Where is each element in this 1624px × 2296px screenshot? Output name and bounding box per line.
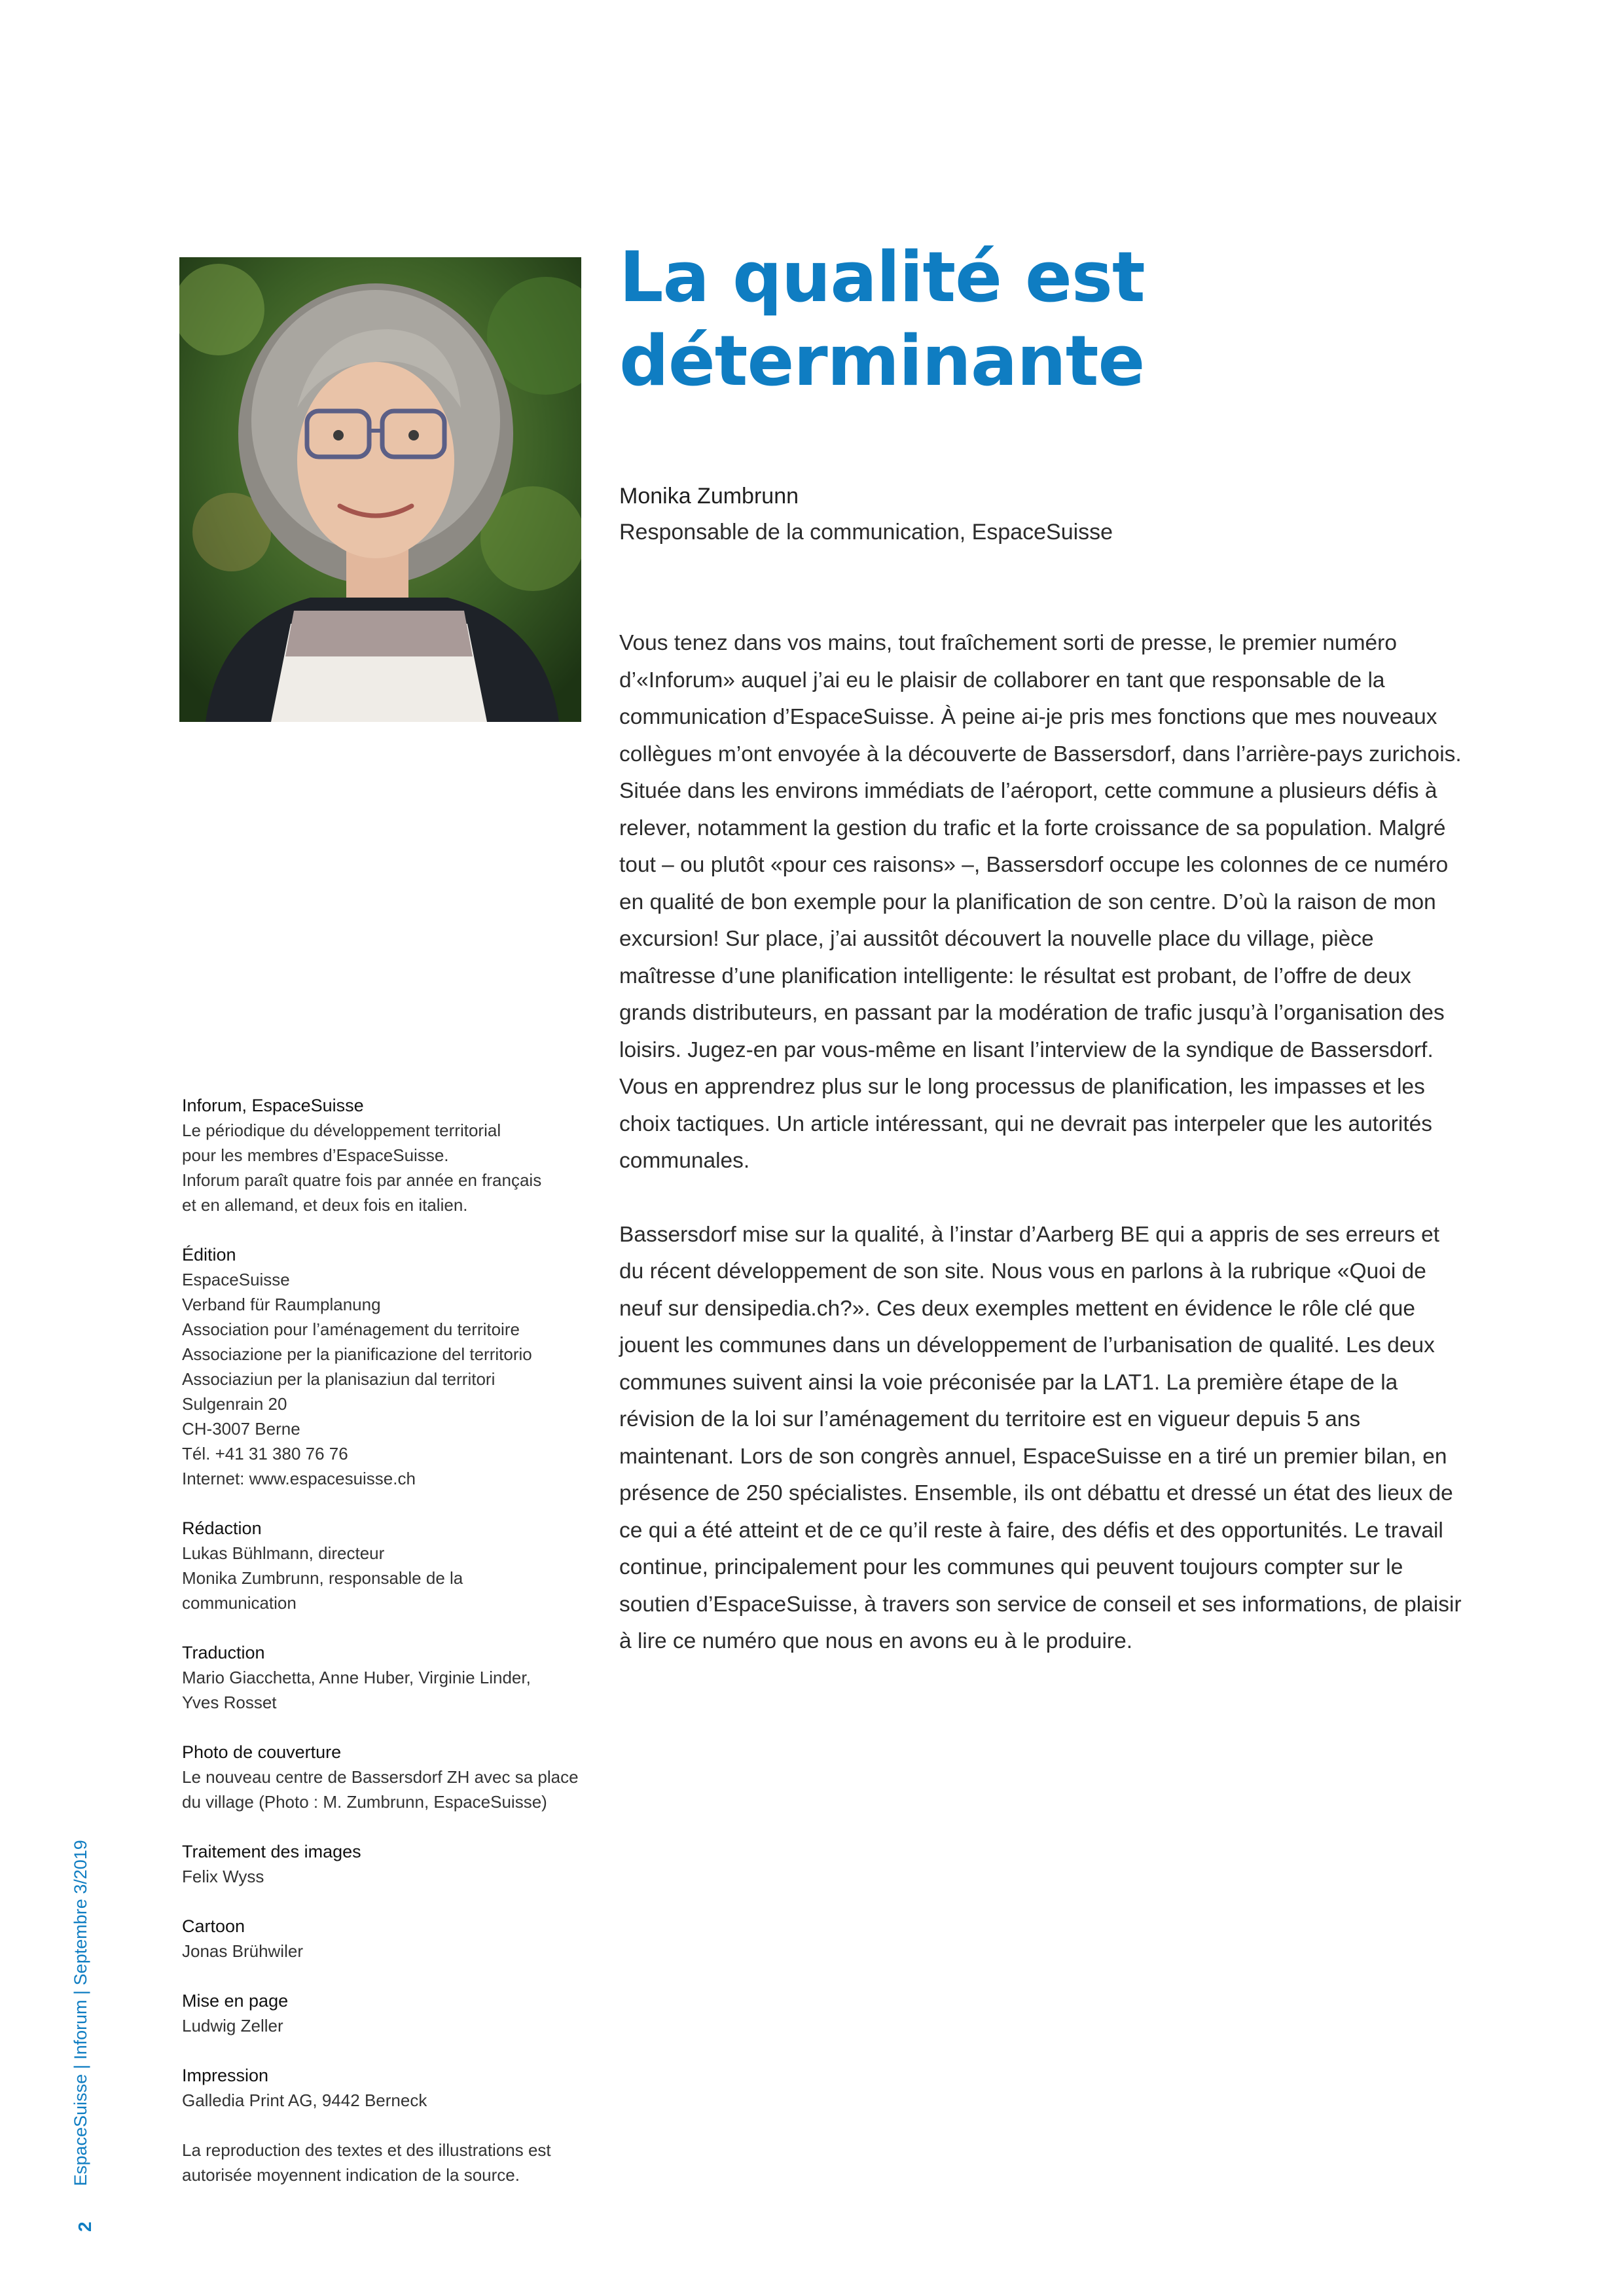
imprint-section-title: Photo de couverture <box>182 1742 342 1762</box>
imprint-line: Association pour l’aménagement du territoire <box>182 1319 520 1339</box>
imprint-section-edition <box>182 1242 588 1491</box>
imprint-section-title: Impression <box>182 2066 269 2085</box>
body-paragraph: Vous tenez dans vos mains, tout fraîchement sorti de presse, le premier numéro d’«Inforum» auquel j’ai eu le plaisir de collaborer en tant que responsable de la communication d’EspaceSuisse. À peine ai-je pris mes fonctions que mes nouveaux collègues m’ont envoyée à la découverte de Bassersdorf, dans l’arrière-pays zurichois. Située dans les environs immédiats de l’aéroport, cette commune a plusieurs défis à relever, notamment la gestion du trafic et la forte croissance de sa population. Malgré tout – ou plutôt «pour ces raisons» –, Bassersdorf occupe les colonnes de ce numéro en qualité de bon exemple pour la planification de son centre. D’où la raison de mon excursion! Sur place, j’ai aussitôt découvert la nouvelle place du village, pièce maîtresse d’une planification intelligente: le résultat est probant, de l’offre de deux grands distributeurs, en passant par la modération de trafic jusqu’à l’organisation des loisirs. Jugez-en par vous-même en lisant l’interview de la syndique de Bassersdorf. Vous en apprendrez plus sur le long processus de planification, les impasses et les choix tactiques. Un article intéressant, qui ne devrait pas interpeler que les autorités communales. <box>619 631 1462 1173</box>
article-title-line-2: déterminante <box>619 321 1145 401</box>
imprint-section-printing <box>182 2063 588 2113</box>
imprint-line: Lukas Bühlmann, directeur <box>182 1543 385 1563</box>
imprint-line: Galledia Print AG, 9442 Berneck <box>182 2090 427 2110</box>
body-paragraph: Bassersdorf mise sur la qualité, à l’instar d’Aarberg BE qui a appris de ses erreurs et du récent développement de son site. Nous vous en parlons à la rubrique «Quoi de neuf sur densipedia.ch?». Ces deux exemples mettent en évidence le rôle clé que jouent les communes dans un développement de l’urbanisation de qualité. Les deux communes suivent ainsi la voie préconisée par la LAT1. La première étape de la révision de la loi sur l’aménagement du territoire est en vigueur depuis 5 ans maintenant. Lors de son congrès annuel, EspaceSuisse en a tiré un premier bilan, en présence de 250 spécialistes. Ensemble, ils ont débattu et dressé un état des lieux de ce qui a été atteint et de ce qu’il reste à faire, des défis et des opportunités. Le travail continue, principalement pour les communes qui peuvent toujours compter sur le soutien d’EspaceSuisse, à travers son service de conseil et ses informations, de plaisir à lire ce numéro que nous en avons eu à le produire. <box>619 1222 1462 1653</box>
imprint-line: Inforum paraît quatre fois par année en français <box>182 1170 542 1190</box>
imprint-line: Ludwig Zeller <box>182 2016 283 2036</box>
imprint-section-cover-photo <box>182 1740 588 1814</box>
imprint-section-cartoon <box>182 1914 588 1964</box>
author-portrait-photo <box>179 257 581 722</box>
imprint-line: Jonas Brühwiler <box>182 1941 303 1961</box>
imprint-column <box>182 1093 588 2212</box>
imprint-line: Sulgenrain 20 <box>182 1394 287 1414</box>
imprint-line: Yves Rosset <box>182 1693 277 1712</box>
publication-side-label: EspaceSuisse | Inforum | Septembre 3/2019 <box>71 1840 90 2186</box>
imprint-section-image-processing <box>182 1839 588 1889</box>
imprint-section-traduction <box>182 1640 588 1715</box>
imprint-line: Monika Zumbrunn, responsable de la <box>182 1568 463 1588</box>
imprint-section-title: Traduction <box>182 1643 265 1662</box>
imprint-line: Associaziun per la planisaziun dal territori <box>182 1369 496 1389</box>
imprint-section-inforum <box>182 1093 588 1217</box>
imprint-line: La reproduction des textes et des illustrations est <box>182 2140 551 2160</box>
imprint-section-title: Rédaction <box>182 1518 262 1538</box>
author-block <box>619 480 1470 552</box>
imprint-line: Le nouveau centre de Bassersdorf ZH avec sa place <box>182 1767 579 1787</box>
imprint-section-title: Édition <box>182 1245 236 1265</box>
imprint-line: Felix Wyss <box>182 1867 264 1886</box>
imprint-line: et en allemand, et deux fois en italien. <box>182 1195 468 1215</box>
article-body <box>619 625 1464 1697</box>
imprint-section-reproduction <box>182 2138 588 2187</box>
imprint-section-redaction <box>182 1516 588 1615</box>
author-role: Responsable de la communication, EspaceSuisse <box>619 520 1113 545</box>
imprint-section-layout <box>182 1988 588 2038</box>
imprint-line: Associazione per la pianificazione del territorio <box>182 1344 532 1364</box>
imprint-line: pour les membres d’EspaceSuisse. <box>182 1145 449 1165</box>
author-name: Monika Zumbrunn <box>619 484 799 509</box>
imprint-section-title: Cartoon <box>182 1916 245 1936</box>
imprint-line: du village (Photo : M. Zumbrunn, EspaceSuisse) <box>182 1792 547 1812</box>
imprint-line: Mario Giacchetta, Anne Huber, Virginie Linder, <box>182 1668 531 1687</box>
article-title <box>619 236 1470 403</box>
imprint-line: Tél. +41 31 380 76 76 <box>182 1444 348 1463</box>
imprint-line: Verband für Raumplanung <box>182 1295 381 1314</box>
imprint-line: EspaceSuisse <box>182 1270 290 1289</box>
imprint-line: Le périodique du développement territorial <box>182 1121 501 1140</box>
imprint-section-title: Mise en page <box>182 1991 289 2011</box>
imprint-section-title: Traitement des images <box>182 1842 361 1861</box>
page-number: 2 <box>75 2221 95 2232</box>
article-title-line-1: La qualité est <box>619 237 1145 317</box>
imprint-line: communication <box>182 1593 297 1613</box>
imprint-line: Internet: www.espacesuisse.ch <box>182 1469 416 1488</box>
portrait-illustration <box>179 257 581 722</box>
imprint-line: autorisée moyennent indication de la source. <box>182 2165 520 2185</box>
imprint-section-title: Inforum, EspaceSuisse <box>182 1096 364 1115</box>
imprint-line: CH-3007 Berne <box>182 1419 300 1439</box>
